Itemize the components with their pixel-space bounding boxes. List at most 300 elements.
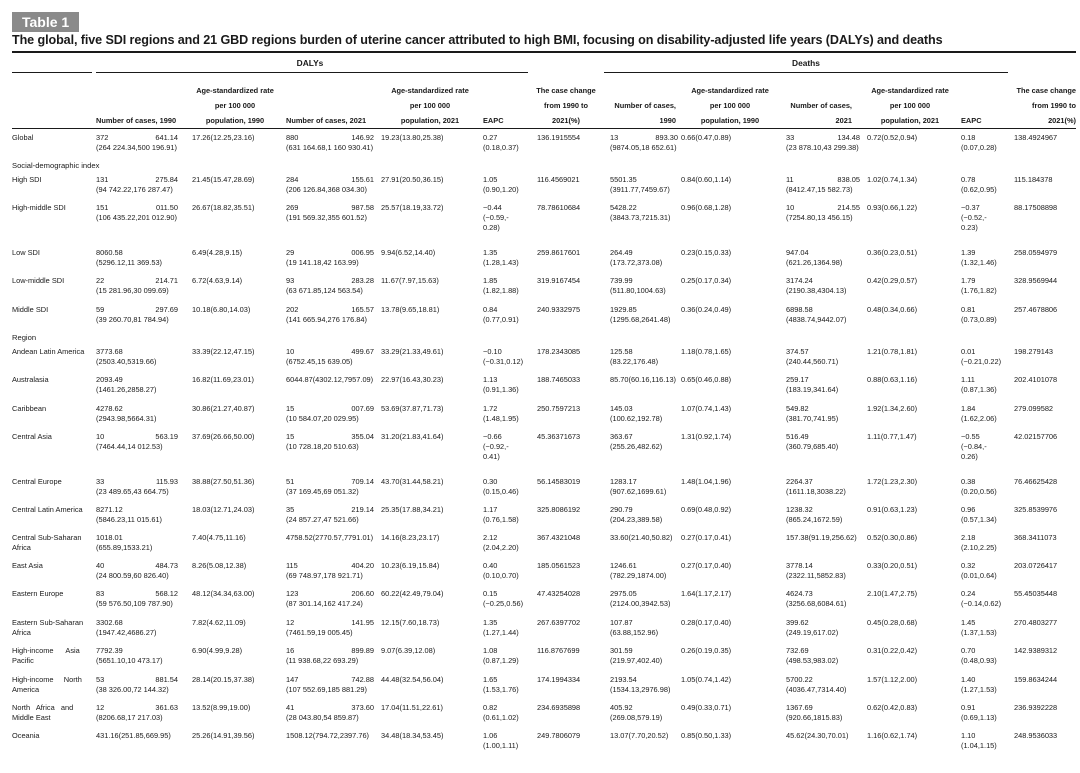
table-cell: 33: [786, 133, 795, 142]
row-label-cont: Middle East: [12, 713, 51, 722]
table-cell: (191 569.32,355 601.52): [286, 213, 367, 222]
table-cell: (1.53,1.76): [483, 685, 519, 694]
table-cell: 1.79: [961, 276, 976, 285]
col-header-deaths-asr-2021: Age-standardized rate per 100 000 population, 2021: [871, 86, 949, 125]
table-cell: (37 169.45,69 051.32): [286, 487, 359, 496]
table-cell: 34.48(18.34,53.45): [381, 731, 444, 740]
table-cell: 141.95: [351, 618, 374, 627]
table-cell: 0.82: [483, 703, 498, 712]
table-cell: 240.9332975: [537, 305, 581, 314]
table-cell: (2322.11,5852.83): [786, 571, 846, 580]
table-cell: 363.67: [610, 432, 633, 441]
table-cell: (204.23,389.58): [610, 515, 663, 524]
col-header-deaths-cases-1990: Number of cases, 1990: [614, 101, 676, 125]
table-cell: (1.04,1.15): [961, 741, 997, 750]
table-cell: 0.84(0.60,1.14): [681, 175, 732, 184]
table-cell: 25.57(18.19,33.72): [381, 203, 444, 212]
table-cell: 2.10(1.47,2.75): [867, 589, 918, 598]
table-cell: (360.79,685.40): [786, 442, 839, 451]
table-cell: (0.18,0.37): [483, 143, 519, 152]
table-cell: 361.63: [155, 703, 178, 712]
table-title: The global, five SDI regions and 21 GBD regions burden of uterine cancer attributed to high BMI, focusing on disability-adjusted life years (DALYs) and deaths: [12, 33, 943, 47]
rule-gap: [92, 70, 96, 75]
table-cell: 21.45(15.47,28.69): [192, 175, 255, 184]
table-cell: 219.14: [351, 505, 374, 514]
table-cell: 739.99: [610, 276, 633, 285]
table-cell: 297.69: [155, 305, 178, 314]
table-cell: 56.14583019: [537, 477, 581, 486]
table-cell: 12.15(7.60,18.73): [381, 618, 440, 627]
table-cell: 1.13: [483, 375, 498, 384]
col-header-dalys-cases-1990: Number of cases, 1990: [96, 116, 177, 125]
table-cell: (1.82,1.88): [483, 286, 519, 295]
table-cell: 9.07(6.39,12.08): [381, 646, 436, 655]
table-cell: 325.8086192: [537, 505, 581, 514]
row-label: Low SDI: [12, 248, 40, 257]
table-cell: 134.48: [837, 133, 860, 142]
table-cell: 838.05: [837, 175, 860, 184]
table-cell: 44.48(32.54,56.04): [381, 675, 444, 684]
table-cell: (−0.92,-: [483, 442, 509, 451]
table-cell: (5651.10,10 473.17): [96, 656, 163, 665]
table-cell: 1.02(0.74,1.34): [867, 175, 918, 184]
table-cell: 1.35: [483, 248, 498, 257]
table-cell: (87 301.14,162 417.24): [286, 599, 363, 608]
table-cell: (249.19,617.02): [786, 628, 839, 637]
col-header-dalys-cases-2021: Number of cases, 2021: [286, 116, 367, 125]
col-header-deaths-eapc: EAPC: [961, 116, 982, 125]
table-cell: −0.10: [483, 347, 502, 356]
table-cell: (2190.38,4304.13): [786, 286, 847, 295]
table-cell: (4838.74,9442.07): [786, 315, 847, 324]
table-cell: 0.23): [961, 223, 978, 232]
table-cell: 159.8634244: [1014, 675, 1058, 684]
table-cell: 45.62(24.30,70.01): [786, 731, 849, 740]
table-cell: 14.16(8.23,23.17): [381, 533, 440, 542]
table-cell: 11: [786, 175, 794, 184]
table-cell: (264 224.34,500 196.91): [96, 143, 177, 152]
table-cell: 0.62(0.42,0.83): [867, 703, 918, 712]
table-cell: 2264.37: [786, 477, 813, 486]
table-cell: (−0.52,-: [961, 213, 987, 222]
table-cell: 947.04: [786, 248, 809, 257]
rule-gap: [1008, 70, 1078, 75]
table-cell: 1.40: [961, 675, 976, 684]
table-cell: (59 576.50,109 787.90): [96, 599, 173, 608]
table-cell: 157.38(91.19,256.62): [786, 533, 857, 542]
table-cell: 131: [96, 175, 109, 184]
row-label-cont: Africa: [12, 543, 31, 552]
table-cell: 1.07(0.74,1.43): [681, 404, 732, 413]
table-cell: (1.76,1.82): [961, 286, 997, 295]
table-cell: (1.32,1.46): [961, 258, 997, 267]
table-cell: 275.84: [155, 175, 178, 184]
table-cell: 248.9536033: [1014, 731, 1058, 740]
table-cell: 516.49: [786, 432, 809, 441]
table-cell: 258.0594979: [1014, 248, 1058, 257]
table-cell: 22.97(16.43,30.23): [381, 375, 444, 384]
table-cell: 1.06: [483, 731, 498, 740]
table-cell: 0.18: [961, 133, 976, 142]
row-label: East Asia: [12, 561, 43, 570]
table-cell: 0.42(0.29,0.57): [867, 276, 918, 285]
table-cell: (8206.68,17 217.03): [96, 713, 163, 722]
group-deaths: Deaths: [792, 58, 820, 68]
header-rule: [12, 128, 1076, 129]
table-cell: 367.4321048: [537, 533, 581, 542]
table-cell: 155.61: [351, 175, 374, 184]
table-cell: 6.90(4.99,9.28): [192, 646, 243, 655]
table-cell: (655.89,1533.21): [96, 543, 153, 552]
table-cell: 88.17508898: [1014, 203, 1058, 212]
table-cell: 38.88(27.50,51.36): [192, 477, 255, 486]
table-cell: 10.18(6.80,14.03): [192, 305, 251, 314]
table-cell: 0.01: [961, 347, 976, 356]
table-cell: 1.31(0.92,1.74): [681, 432, 732, 441]
table-cell: 1.11: [961, 375, 975, 384]
table-cell: (511.80,1004.63): [610, 286, 666, 295]
table-cell: (0.76,1.58): [483, 515, 519, 524]
table-cell: (206 126.84,368 034.30): [286, 185, 367, 194]
table-cell: 0.33(0.20,0.51): [867, 561, 918, 570]
col-header-deaths-cases-2021: Number of cases, 2021: [790, 101, 852, 125]
table-cell: (100.62,192.78): [610, 414, 663, 423]
table-cell: (0.91,1.36): [483, 385, 519, 394]
table-cell: (1534.13,2976.98): [610, 685, 671, 694]
table-cell: 373.60: [351, 703, 374, 712]
table-cell: 43.70(31.44,58.21): [381, 477, 444, 486]
table-cell: 0.41): [483, 452, 500, 461]
table-cell: 568.12: [155, 589, 178, 598]
table-cell: 6.49(4.28,9.15): [192, 248, 243, 257]
row-label: Central Sub-Saharan: [12, 533, 82, 542]
table-cell: 53.69(37.87,71.73): [381, 404, 444, 413]
table-cell: 4278.62: [96, 404, 123, 413]
table-cell: 8060.58: [96, 248, 123, 257]
table-cell: 6898.58: [786, 305, 813, 314]
table-cell: (15 281.96,30 099.69): [96, 286, 169, 295]
table-cell: 0.32: [961, 561, 976, 570]
table-cell: 2.12: [483, 533, 498, 542]
table-cell: 1.64(1.17,2.17): [681, 589, 732, 598]
table-cell: 0.36(0.23,0.51): [867, 248, 918, 257]
table-cell: 742.88: [351, 675, 374, 684]
table-cell: 0.70: [961, 646, 976, 655]
table-cell: 0.26(0.19,0.35): [681, 646, 732, 655]
table-cell: (107 552.69,185 881.29): [286, 685, 367, 694]
table-cell: 5428.22: [610, 203, 637, 212]
table-cell: 1.10: [961, 731, 976, 740]
table-cell: 6044.87(4302.12,7957.09): [286, 375, 374, 384]
table-cell: 13.78(9.65,18.81): [381, 305, 440, 314]
table-cell: 301.59: [610, 646, 633, 655]
table-cell: 325.8539976: [1014, 505, 1058, 514]
table-cell: 33.39(22.12,47.15): [192, 347, 255, 356]
table-cell: 249.7806079: [537, 731, 581, 740]
table-cell: (4036.47,7314.40): [786, 685, 847, 694]
table-cell: 0.24: [961, 589, 976, 598]
table-cell: 42.02157706: [1014, 432, 1058, 441]
table-cell: 1246.61: [610, 561, 637, 570]
table-label: Table 1: [12, 12, 79, 32]
table-cell: 51: [286, 477, 295, 486]
row-label: Global: [12, 133, 34, 142]
table-cell: 0.30: [483, 477, 498, 486]
table-cell: 45.36371673: [537, 432, 581, 441]
table-cell: 8271.12: [96, 505, 123, 514]
table-cell: 405.92: [610, 703, 633, 712]
table-cell: 4624.73: [786, 589, 813, 598]
row-label: Andean Latin America: [12, 347, 85, 356]
rule-gap: [528, 70, 604, 75]
table-cell: (1.28,1.43): [483, 258, 519, 267]
table-cell: 399.62: [786, 618, 809, 627]
table-cell: (1461.26,2858.27): [96, 385, 157, 394]
table-cell: (38 326.00,72 144.32): [96, 685, 169, 694]
table-cell: 1.72(1.23,2.30): [867, 477, 918, 486]
table-cell: 19.23(13.80,25.38): [381, 133, 444, 142]
table-cell: 006.95: [351, 248, 374, 257]
table-cell: 270.4803277: [1014, 618, 1058, 627]
table-cell: 47.43254028: [537, 589, 581, 598]
table-cell: 0.31(0.22,0.42): [867, 646, 918, 655]
table-cell: 0.27(0.17,0.40): [681, 561, 732, 570]
table-cell: 007.69: [351, 404, 374, 413]
table-cell: 147: [286, 675, 299, 684]
table-cell: (63.88,152.96): [610, 628, 659, 637]
table-cell: 1.11(0.77,1.47): [867, 432, 917, 441]
table-cell: 123: [286, 589, 299, 598]
table-cell: (10 584.07,20 029.95): [286, 414, 359, 423]
table-cell: (106 435.22,201 012.90): [96, 213, 177, 222]
table-cell: 484.73: [155, 561, 178, 570]
table-cell: 18.03(12.71,24.03): [192, 505, 255, 514]
table-cell: 3302.68: [96, 618, 123, 627]
table-cell: 203.0726417: [1014, 561, 1058, 570]
table-cell: 0.38: [961, 477, 976, 486]
table-cell: 25.26(14.91,39.56): [192, 731, 255, 740]
table-cell: 10: [286, 347, 295, 356]
table-cell: 279.099582: [1014, 404, 1054, 413]
table-cell: −0.66: [483, 432, 502, 441]
table-cell: (28 043.80,54 859.87): [286, 713, 359, 722]
table-cell: (0.87,1.36): [961, 385, 997, 394]
table-cell: 214.55: [837, 203, 860, 212]
table-cell: (63 671.85,124 563.54): [286, 286, 363, 295]
table-cell: 17.04(11.51,22.61): [381, 703, 443, 712]
table-cell: 732.69: [786, 646, 809, 655]
table-cell: 0.23(0.15,0.33): [681, 248, 732, 257]
table-cell: (5846.23,11 015.61): [96, 515, 163, 524]
table-cell: 10.23(6.19,15.84): [381, 561, 440, 570]
table-cell: 15: [286, 404, 295, 413]
table-cell: (19 141.18,42 163.99): [286, 258, 359, 267]
table-cell: (173.72,373.08): [610, 258, 663, 267]
col-header-dalys-asr-1990: Age-standardized rate per 100 000 population, 1990: [196, 86, 274, 125]
table-cell: 85.70(60.16,116.13): [610, 375, 677, 384]
table-cell: 0.15: [483, 589, 498, 598]
table-cell: 1.35: [483, 618, 498, 627]
table-cell: 30.86(21.27,40.87): [192, 404, 255, 413]
table-cell: 259.17: [786, 375, 809, 384]
table-cell: 404.20: [351, 561, 374, 570]
table-cell: (5296.12,11 369.53): [96, 258, 163, 267]
table-cell: (1.00,1.11): [483, 741, 519, 750]
row-label: Australasia: [12, 375, 49, 384]
table-cell: 7.40(4.75,11.16): [192, 533, 246, 542]
table-cell: (−0.59,-: [483, 213, 509, 222]
table-cell: 0.93(0.66,1.22): [867, 203, 918, 212]
table-cell: (0.20,0.56): [961, 487, 997, 496]
table-cell: 13.07(7.70,20.52): [610, 731, 669, 740]
table-cell: (10 728.18,20 510.63): [286, 442, 359, 451]
table-cell: 198.279143: [1014, 347, 1054, 356]
table-cell: 899.89: [351, 646, 374, 655]
table-cell: 10: [786, 203, 795, 212]
row-label: High SDI: [12, 175, 42, 184]
table-cell: 40: [96, 561, 105, 570]
table-cell: (24 857.27,47 521.66): [286, 515, 359, 524]
table-cell: 269: [286, 203, 299, 212]
table-cell: 55.45035448: [1014, 589, 1058, 598]
table-cell: (3843.73,7215.31): [610, 213, 671, 222]
table-cell: 115: [286, 561, 298, 570]
table-cell: 5501.35: [610, 175, 637, 184]
table-cell: (381.70,741.95): [786, 414, 839, 423]
table-cell: 267.6397702: [537, 618, 581, 627]
table-cell: 0.36(0.24,0.49): [681, 305, 732, 314]
table-cell: 41: [286, 703, 295, 712]
table-cell: 0.40: [483, 561, 498, 570]
table-cell: 3778.14: [786, 561, 813, 570]
table-cell: 22: [96, 276, 105, 285]
table-cell: 1.17: [483, 505, 498, 514]
table-cell: (1.27,1.53): [961, 685, 997, 694]
table-cell: 3773.68: [96, 347, 123, 356]
table-cell: 563.19: [155, 432, 178, 441]
table-cell: (0.62,0.95): [961, 185, 997, 194]
table-cell: 16.82(11.69,23.01): [192, 375, 254, 384]
table-cell: 641.14: [155, 133, 178, 142]
table-cell: (0.15,0.46): [483, 487, 519, 496]
table-cell: 145.03: [610, 404, 633, 413]
table-cell: 1929.85: [610, 305, 637, 314]
table-cell: (1.62,2.06): [961, 414, 997, 423]
table-cell: 1.48(1.04,1.96): [681, 477, 732, 486]
table-cell: (0.61,1.02): [483, 713, 519, 722]
table-cell: 27.91(20.50,36.15): [381, 175, 444, 184]
table-cell: 1.45: [961, 618, 976, 627]
table-cell: 1.16(0.62,1.74): [867, 731, 918, 740]
table-cell: 78.78610684: [537, 203, 581, 212]
table-cell: 10: [96, 432, 105, 441]
table-cell: 33: [96, 477, 105, 486]
table-cell: 709.14: [351, 477, 374, 486]
table-cell: 236.9392228: [1014, 703, 1058, 712]
table-cell: (0.10,0.70): [483, 571, 519, 580]
table-cell: (0.07,0.28): [961, 143, 997, 152]
top-rule: [12, 51, 1076, 53]
table-cell: (0.01,0.64): [961, 571, 997, 580]
table-cell: 374.57: [786, 347, 809, 356]
table-cell: 25.35(17.88,34.21): [381, 505, 444, 514]
table-cell: 0.96: [961, 505, 976, 514]
table-cell: 1018.01: [96, 533, 123, 542]
table-cell: 264.49: [610, 248, 633, 257]
table-cell: 011.50: [155, 203, 178, 212]
table-cell: 2.18: [961, 533, 976, 542]
table-cell: (0.87,1.29): [483, 656, 519, 665]
table-cell: 250.7597213: [537, 404, 581, 413]
table-cell: (269.08,579.19): [610, 713, 663, 722]
table-cell: 284: [286, 175, 299, 184]
table-cell: 319.9167454: [537, 276, 581, 285]
table-cell: (0.77,0.91): [483, 315, 519, 324]
table-cell: 4758.52(2770.57,7791.01): [286, 533, 374, 542]
table-cell: 0.27(0.17,0.41): [681, 533, 732, 542]
table-cell: 136.1915554: [537, 133, 581, 142]
table-cell: 1.65: [483, 675, 498, 684]
table-cell: (1.27,1.44): [483, 628, 519, 637]
row-label: Central Latin America: [12, 505, 83, 514]
table-cell: 15: [286, 432, 295, 441]
table-cell: (−0.84,-: [961, 442, 987, 451]
table-cell: 0.26): [961, 452, 978, 461]
table-cell: (2943.98,5664.31): [96, 414, 157, 423]
table-cell: −0.37: [961, 203, 980, 212]
table-cell: 1.84: [961, 404, 976, 413]
table-cell: 12: [96, 703, 105, 712]
table-cell: 0.25(0.17,0.34): [681, 276, 732, 285]
table-cell: (0.57,1.34): [961, 515, 997, 524]
table-cell: 107.87: [610, 618, 633, 627]
table-cell: 372: [96, 133, 109, 142]
row-label: Caribbean: [12, 404, 47, 413]
table-cell: 48.12(34.34,63.00): [192, 589, 255, 598]
table-cell: 7.82(4.62,11.09): [192, 618, 246, 627]
table-cell: 1508.12(794.72,2397.76): [286, 731, 370, 740]
table-cell: 0.96(0.68,1.28): [681, 203, 732, 212]
table-cell: 499.67: [351, 347, 374, 356]
table-cell: 174.1994334: [537, 675, 581, 684]
col-header-dalys-asr-2021: Age-standardized rate per 100 000 population, 2021: [391, 86, 469, 125]
row-label-cont: Africa: [12, 628, 31, 637]
table-cell: 431.16(251.85,669.95): [96, 731, 171, 740]
table-cell: 115.184378: [1014, 175, 1053, 184]
table-cell: (1611.18,3038.22): [786, 487, 846, 496]
table-cell: 37.69(26.66,50.00): [192, 432, 255, 441]
table-cell: (498.53,983.02): [786, 656, 839, 665]
table-cell: 138.4924967: [1014, 133, 1058, 142]
table-cell: 53: [96, 675, 105, 684]
table-cell: 257.4678806: [1014, 305, 1058, 314]
table-cell: (24 800.59,60 826.40): [96, 571, 169, 580]
table-cell: 26.67(18.82,35.51): [192, 203, 255, 212]
table-cell: 1.72: [483, 404, 498, 413]
table-cell: 1238.32: [786, 505, 813, 514]
table-cell: (2503.40,5319.66): [96, 357, 157, 366]
table-cell: (0.73,0.89): [961, 315, 997, 324]
table-cell: 0.48(0.34,0.66): [867, 305, 918, 314]
table-cell: (2.10,2.25): [961, 543, 997, 552]
row-label: Oceania: [12, 731, 40, 740]
table-cell: (782.29,1874.00): [610, 571, 667, 580]
table-cell: 206.60: [351, 589, 374, 598]
row-label: Central Asia: [12, 432, 52, 441]
table-cell: 2193.54: [610, 675, 637, 684]
table-cell: (23 489.65,43 664.75): [96, 487, 169, 496]
table-cell: (94 742.22,176 287.47): [96, 185, 173, 194]
